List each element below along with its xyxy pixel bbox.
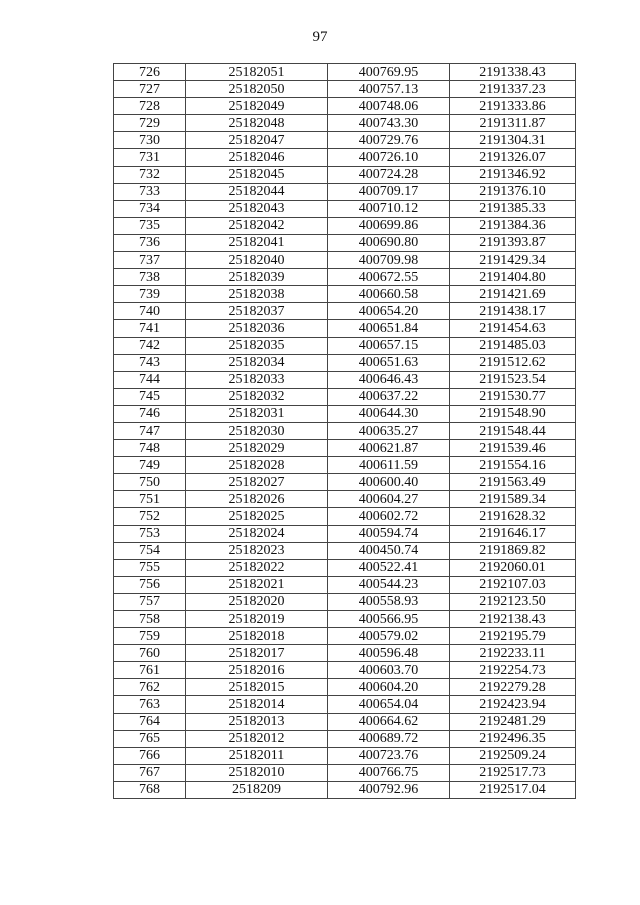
table-row <box>114 730 576 747</box>
row-index-cell: 748 <box>114 440 186 457</box>
x-coordinate-cell: 400743.30 <box>328 115 450 132</box>
coordinates-table <box>113 63 576 799</box>
table-row <box>114 611 576 628</box>
y-coordinate-cell: 2191530.77 <box>450 388 576 405</box>
row-index-cell: 728 <box>114 98 186 115</box>
x-coordinate-cell: 400654.20 <box>328 303 450 320</box>
y-coordinate-cell: 2191326.07 <box>450 149 576 166</box>
coordinates-table-body <box>114 64 576 799</box>
row-index-cell: 754 <box>114 542 186 559</box>
x-coordinate-cell: 400635.27 <box>328 422 450 439</box>
point-id-cell: 25182019 <box>186 611 328 628</box>
row-index-cell: 741 <box>114 320 186 337</box>
point-id-cell: 25182010 <box>186 764 328 781</box>
y-coordinate-cell: 2191548.90 <box>450 405 576 422</box>
point-id-cell: 25182042 <box>186 217 328 234</box>
x-coordinate-cell: 400723.76 <box>328 747 450 764</box>
y-coordinate-cell: 2191376.10 <box>450 183 576 200</box>
point-id-cell: 25182035 <box>186 337 328 354</box>
y-coordinate-cell: 2191337.23 <box>450 81 576 98</box>
row-index-cell: 749 <box>114 457 186 474</box>
y-coordinate-cell: 2191454.63 <box>450 320 576 337</box>
x-coordinate-cell: 400594.74 <box>328 525 450 542</box>
table-row <box>114 628 576 645</box>
row-index-cell: 732 <box>114 166 186 183</box>
y-coordinate-cell: 2191512.62 <box>450 354 576 371</box>
y-coordinate-cell: 2192496.35 <box>450 730 576 747</box>
y-coordinate-cell: 2191384.36 <box>450 217 576 234</box>
y-coordinate-cell: 2191304.31 <box>450 132 576 149</box>
table-row <box>114 593 576 610</box>
point-id-cell: 25182026 <box>186 491 328 508</box>
point-id-cell: 25182018 <box>186 628 328 645</box>
row-index-cell: 755 <box>114 559 186 576</box>
y-coordinate-cell: 2192138.43 <box>450 611 576 628</box>
row-index-cell: 727 <box>114 81 186 98</box>
point-id-cell: 25182039 <box>186 269 328 286</box>
table-row <box>114 166 576 183</box>
point-id-cell: 25182043 <box>186 200 328 217</box>
x-coordinate-cell: 400689.72 <box>328 730 450 747</box>
point-id-cell: 25182041 <box>186 234 328 251</box>
row-index-cell: 767 <box>114 764 186 781</box>
point-id-cell: 25182051 <box>186 64 328 81</box>
y-coordinate-cell: 2191563.49 <box>450 474 576 491</box>
x-coordinate-cell: 400757.13 <box>328 81 450 98</box>
y-coordinate-cell: 2191404.80 <box>450 269 576 286</box>
table-row <box>114 525 576 542</box>
x-coordinate-cell: 400726.10 <box>328 149 450 166</box>
table-row <box>114 491 576 508</box>
x-coordinate-cell: 400748.06 <box>328 98 450 115</box>
x-coordinate-cell: 400604.20 <box>328 679 450 696</box>
y-coordinate-cell: 2191539.46 <box>450 440 576 457</box>
point-id-cell: 25182036 <box>186 320 328 337</box>
row-index-cell: 752 <box>114 508 186 525</box>
row-index-cell: 730 <box>114 132 186 149</box>
row-index-cell: 742 <box>114 337 186 354</box>
point-id-cell: 25182029 <box>186 440 328 457</box>
table-row <box>114 286 576 303</box>
point-id-cell: 25182015 <box>186 679 328 696</box>
y-coordinate-cell: 2191421.69 <box>450 286 576 303</box>
point-id-cell: 25182038 <box>186 286 328 303</box>
point-id-cell: 25182030 <box>186 422 328 439</box>
y-coordinate-cell: 2192107.03 <box>450 576 576 593</box>
y-coordinate-cell: 2191346.92 <box>450 166 576 183</box>
row-index-cell: 745 <box>114 388 186 405</box>
x-coordinate-cell: 400558.93 <box>328 593 450 610</box>
point-id-cell: 25182013 <box>186 713 328 730</box>
y-coordinate-cell: 2192279.28 <box>450 679 576 696</box>
point-id-cell: 25182028 <box>186 457 328 474</box>
row-index-cell: 768 <box>114 781 186 798</box>
point-id-cell: 25182040 <box>186 252 328 269</box>
table-row <box>114 645 576 662</box>
x-coordinate-cell: 400544.23 <box>328 576 450 593</box>
point-id-cell: 25182033 <box>186 371 328 388</box>
row-index-cell: 766 <box>114 747 186 764</box>
point-id-cell: 25182017 <box>186 645 328 662</box>
point-id-cell: 25182032 <box>186 388 328 405</box>
table-row <box>114 81 576 98</box>
row-index-cell: 763 <box>114 696 186 713</box>
y-coordinate-cell: 2191554.16 <box>450 457 576 474</box>
y-coordinate-cell: 2192195.79 <box>450 628 576 645</box>
page-number: 97 <box>312 29 328 45</box>
table-row <box>114 183 576 200</box>
x-coordinate-cell: 400621.87 <box>328 440 450 457</box>
table-row <box>114 747 576 764</box>
table-row <box>114 149 576 166</box>
x-coordinate-cell: 400604.27 <box>328 491 450 508</box>
point-id-cell: 25182046 <box>186 149 328 166</box>
point-id-cell: 25182031 <box>186 405 328 422</box>
table-row <box>114 320 576 337</box>
x-coordinate-cell: 400792.96 <box>328 781 450 798</box>
point-id-cell: 25182048 <box>186 115 328 132</box>
point-id-cell: 25182044 <box>186 183 328 200</box>
x-coordinate-cell: 400709.98 <box>328 252 450 269</box>
table-row <box>114 440 576 457</box>
x-coordinate-cell: 400664.62 <box>328 713 450 730</box>
table-row <box>114 217 576 234</box>
x-coordinate-cell: 400709.17 <box>328 183 450 200</box>
point-id-cell: 25182050 <box>186 81 328 98</box>
table-row <box>114 474 576 491</box>
row-index-cell: 760 <box>114 645 186 662</box>
y-coordinate-cell: 2192233.11 <box>450 645 576 662</box>
row-index-cell: 739 <box>114 286 186 303</box>
row-index-cell: 735 <box>114 217 186 234</box>
y-coordinate-cell: 2191628.32 <box>450 508 576 525</box>
row-index-cell: 743 <box>114 354 186 371</box>
x-coordinate-cell: 400657.15 <box>328 337 450 354</box>
table-row <box>114 303 576 320</box>
x-coordinate-cell: 400690.80 <box>328 234 450 251</box>
y-coordinate-cell: 2192254.73 <box>450 662 576 679</box>
table-row <box>114 764 576 781</box>
y-coordinate-cell: 2191438.17 <box>450 303 576 320</box>
y-coordinate-cell: 2191311.87 <box>450 115 576 132</box>
row-index-cell: 729 <box>114 115 186 132</box>
table-row <box>114 696 576 713</box>
table-row <box>114 713 576 730</box>
table-row <box>114 542 576 559</box>
row-index-cell: 746 <box>114 405 186 422</box>
table-row <box>114 115 576 132</box>
y-coordinate-cell: 2192517.73 <box>450 764 576 781</box>
table-row <box>114 781 576 798</box>
table-row <box>114 269 576 286</box>
y-coordinate-cell: 2191523.54 <box>450 371 576 388</box>
x-coordinate-cell: 400724.28 <box>328 166 450 183</box>
table-row <box>114 234 576 251</box>
y-coordinate-cell: 2191338.43 <box>450 64 576 81</box>
x-coordinate-cell: 400611.59 <box>328 457 450 474</box>
row-index-cell: 756 <box>114 576 186 593</box>
x-coordinate-cell: 400596.48 <box>328 645 450 662</box>
point-id-cell: 25182023 <box>186 542 328 559</box>
table-row <box>114 64 576 81</box>
y-coordinate-cell: 2192509.24 <box>450 747 576 764</box>
point-id-cell: 2518209 <box>186 781 328 798</box>
row-index-cell: 747 <box>114 422 186 439</box>
x-coordinate-cell: 400766.75 <box>328 764 450 781</box>
point-id-cell: 25182034 <box>186 354 328 371</box>
table-row <box>114 679 576 696</box>
point-id-cell: 25182037 <box>186 303 328 320</box>
row-index-cell: 731 <box>114 149 186 166</box>
y-coordinate-cell: 2191548.44 <box>450 422 576 439</box>
row-index-cell: 744 <box>114 371 186 388</box>
y-coordinate-cell: 2192481.29 <box>450 713 576 730</box>
point-id-cell: 25182022 <box>186 559 328 576</box>
x-coordinate-cell: 400729.76 <box>328 132 450 149</box>
row-index-cell: 740 <box>114 303 186 320</box>
point-id-cell: 25182024 <box>186 525 328 542</box>
y-coordinate-cell: 2191646.17 <box>450 525 576 542</box>
row-index-cell: 736 <box>114 234 186 251</box>
y-coordinate-cell: 2191485.03 <box>450 337 576 354</box>
table-row <box>114 200 576 217</box>
x-coordinate-cell: 400602.72 <box>328 508 450 525</box>
x-coordinate-cell: 400699.86 <box>328 217 450 234</box>
point-id-cell: 25182045 <box>186 166 328 183</box>
table-row <box>114 252 576 269</box>
y-coordinate-cell: 2191589.34 <box>450 491 576 508</box>
y-coordinate-cell: 2192123.50 <box>450 593 576 610</box>
row-index-cell: 759 <box>114 628 186 645</box>
table-row <box>114 576 576 593</box>
table-row <box>114 371 576 388</box>
x-coordinate-cell: 400600.40 <box>328 474 450 491</box>
point-id-cell: 25182016 <box>186 662 328 679</box>
x-coordinate-cell: 400651.63 <box>328 354 450 371</box>
point-id-cell: 25182047 <box>186 132 328 149</box>
y-coordinate-cell: 2192517.04 <box>450 781 576 798</box>
x-coordinate-cell: 400637.22 <box>328 388 450 405</box>
row-index-cell: 750 <box>114 474 186 491</box>
row-index-cell: 751 <box>114 491 186 508</box>
point-id-cell: 25182012 <box>186 730 328 747</box>
table-row <box>114 132 576 149</box>
x-coordinate-cell: 400769.95 <box>328 64 450 81</box>
y-coordinate-cell: 2191393.87 <box>450 234 576 251</box>
table-row <box>114 457 576 474</box>
y-coordinate-cell: 2192060.01 <box>450 559 576 576</box>
point-id-cell: 25182049 <box>186 98 328 115</box>
x-coordinate-cell: 400579.02 <box>328 628 450 645</box>
row-index-cell: 733 <box>114 183 186 200</box>
row-index-cell: 726 <box>114 64 186 81</box>
x-coordinate-cell: 400522.41 <box>328 559 450 576</box>
row-index-cell: 758 <box>114 611 186 628</box>
table-row <box>114 662 576 679</box>
row-index-cell: 737 <box>114 252 186 269</box>
table-row <box>114 337 576 354</box>
x-coordinate-cell: 400646.43 <box>328 371 450 388</box>
x-coordinate-cell: 400672.55 <box>328 269 450 286</box>
y-coordinate-cell: 2192423.94 <box>450 696 576 713</box>
x-coordinate-cell: 400644.30 <box>328 405 450 422</box>
table-row <box>114 559 576 576</box>
row-index-cell: 761 <box>114 662 186 679</box>
point-id-cell: 25182025 <box>186 508 328 525</box>
x-coordinate-cell: 400660.58 <box>328 286 450 303</box>
x-coordinate-cell: 400654.04 <box>328 696 450 713</box>
row-index-cell: 757 <box>114 593 186 610</box>
x-coordinate-cell: 400603.70 <box>328 662 450 679</box>
table-row <box>114 354 576 371</box>
point-id-cell: 25182011 <box>186 747 328 764</box>
x-coordinate-cell: 400710.12 <box>328 200 450 217</box>
table-row <box>114 98 576 115</box>
row-index-cell: 764 <box>114 713 186 730</box>
point-id-cell: 25182014 <box>186 696 328 713</box>
row-index-cell: 765 <box>114 730 186 747</box>
point-id-cell: 25182021 <box>186 576 328 593</box>
row-index-cell: 738 <box>114 269 186 286</box>
y-coordinate-cell: 2191429.34 <box>450 252 576 269</box>
row-index-cell: 762 <box>114 679 186 696</box>
y-coordinate-cell: 2191385.33 <box>450 200 576 217</box>
table-row <box>114 388 576 405</box>
table-row <box>114 405 576 422</box>
row-index-cell: 734 <box>114 200 186 217</box>
row-index-cell: 753 <box>114 525 186 542</box>
table-row <box>114 422 576 439</box>
x-coordinate-cell: 400566.95 <box>328 611 450 628</box>
x-coordinate-cell: 400450.74 <box>328 542 450 559</box>
y-coordinate-cell: 2191333.86 <box>450 98 576 115</box>
x-coordinate-cell: 400651.84 <box>328 320 450 337</box>
table-row <box>114 508 576 525</box>
y-coordinate-cell: 2191869.82 <box>450 542 576 559</box>
point-id-cell: 25182027 <box>186 474 328 491</box>
point-id-cell: 25182020 <box>186 593 328 610</box>
